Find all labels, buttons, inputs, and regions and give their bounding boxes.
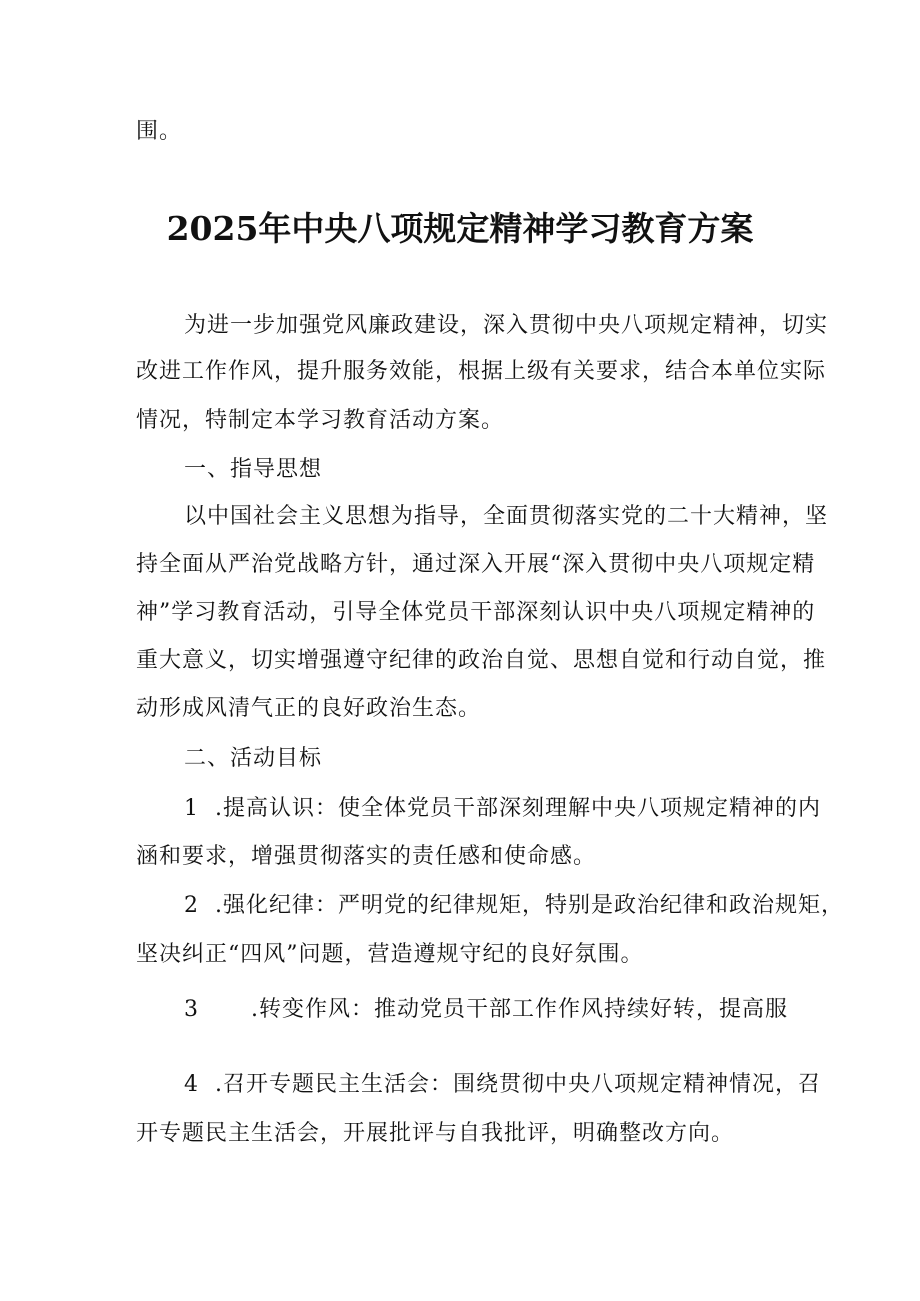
goal-item-4-line-1 <box>184 1070 821 1100</box>
goal-item-2-text: .强化纪律：严明党的纪律规矩，特别是政治纪律和政治规矩， <box>215 893 844 918</box>
goal-item-1-number: 1 <box>184 796 199 821</box>
intro-line-1: 为进一步加强党风廉政建设，深入贯彻中央八项规定精神，切实 <box>184 313 829 338</box>
goal-item-2-number: 2 <box>184 893 199 918</box>
section1-line-2: 持全面从严治党战略方针，通过深入开展“深入贯彻中央八项规定精 <box>136 552 816 577</box>
goal-item-1-line-1 <box>184 794 821 824</box>
carryover-text: 围。 <box>136 119 183 144</box>
goal-item-2-line-1 <box>184 891 844 921</box>
intro-line-2: 改进工作作风，提升服务效能，根据上级有关要求，结合本单位实际 <box>136 359 827 384</box>
section-heading-activity-goals: 二、活动目标 <box>184 746 323 771</box>
section1-line-3: 神”学习教育活动，引导全体党员干部深刻认识中央八项规定精神的 <box>136 600 816 625</box>
section-heading-guiding-ideology: 一、指导思想 <box>184 457 323 482</box>
section1-line-4: 重大意义，切实增强遵守纪律的政治自觉、思想自觉和行动自觉，推 <box>136 648 827 673</box>
goal-item-4-text: .召开专题民主生活会：围绕贯彻中央八项规定精神情况，召 <box>215 1072 821 1097</box>
goal-item-3-text: .转变作风：推动党员干部工作作风持续好转，提高服 <box>251 997 788 1022</box>
goal-item-3-number: 3 <box>184 997 199 1022</box>
section1-line-1: 以中国社会主义思想为指导，全面贯彻落实党的二十大精神，坚 <box>184 504 829 529</box>
goal-item-4-number: 4 <box>184 1072 199 1097</box>
document-title: 2025年中央八项规定精神学习教育方案 <box>166 209 754 248</box>
goal-item-3-line-1 <box>184 995 788 1025</box>
goal-item-1-line-2: 涵和要求，增强贯彻落实的责任感和使命感。 <box>136 844 597 869</box>
intro-line-3: 情况，特制定本学习教育活动方案。 <box>136 408 505 433</box>
section1-line-5: 动形成风清气正的良好政治生态。 <box>136 696 482 721</box>
goal-item-4-line-2: 开专题民主生活会，开展批评与自我批评，明确整改方向。 <box>136 1121 735 1146</box>
goal-item-1-text: .提高认识：使全体党员干部深刻理解中央八项规定精神的内 <box>215 796 821 821</box>
goal-item-2-line-2: 坚决纠正“四风”问题，营造遵规守纪的良好氛围。 <box>136 942 644 967</box>
